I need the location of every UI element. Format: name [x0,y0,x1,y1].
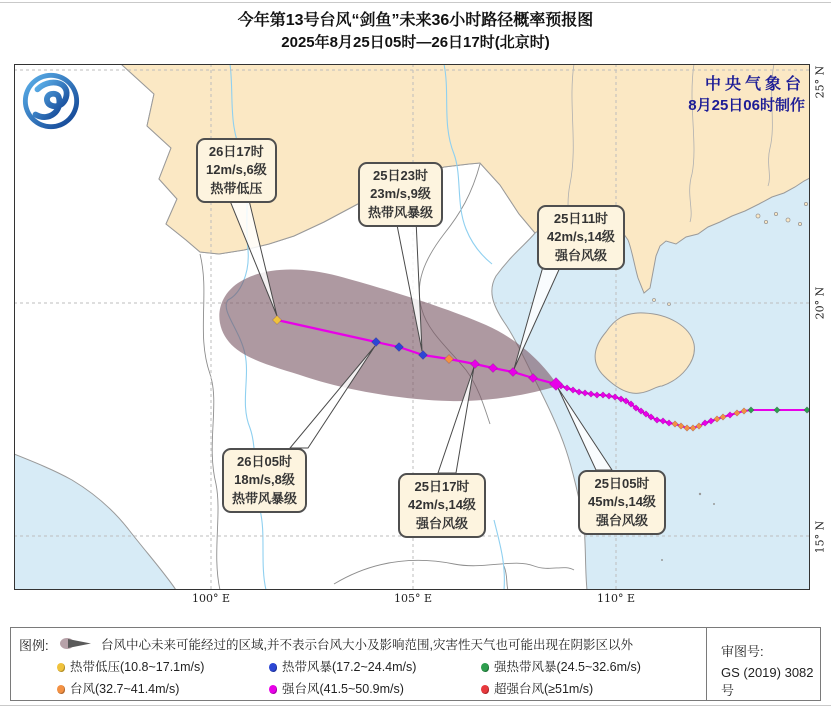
callout-wind: 42m/s,14级 [547,229,615,245]
callout-time: 25日23时 [373,168,428,183]
bottom-divider [0,705,831,706]
credit-agency: 中央气象台 [704,76,805,93]
top-divider [0,2,831,3]
page-title: 今年第13号台风“剑鱼”未来36小时路径概率预报图 [237,12,594,29]
legend-item-label: 台风(32.7~41.4m/s) [70,682,180,696]
legend-item [269,679,481,697]
legend-item [57,679,269,697]
legend-item [481,679,696,697]
callout-time: 26日17时 [208,144,264,159]
lon-tick-100e: 100° E [191,592,231,605]
legend-item-marker [481,685,489,694]
lat-tick-25n: 25° N [813,65,827,99]
credit-issued: 8月25日06时制作 [688,96,805,114]
legend-item-marker [57,685,65,694]
callout-category: 强台风级 [554,247,607,263]
lon-tick-105e: 105° E [393,592,433,605]
legend-item [269,657,481,675]
legend-item-marker [269,663,277,672]
legend-row [57,679,697,697]
approval-box [706,628,821,700]
callout-25d11h [537,205,625,270]
callout-wind: 18m/s,8级 [234,472,295,488]
legend-item-label: 超强台风(≥51m/s) [494,682,594,696]
callout-time: 25日11时 [553,211,609,226]
cma-logo-icon [20,70,82,137]
lat-tick-20n: 20° N [813,286,827,320]
callout-category: 热带风暴级 [368,204,434,220]
approval-number: GS (2019) 3082号 [721,665,814,698]
lon-tick-110e: 110° E [596,592,636,605]
callout-time: 25日05时 [594,476,650,491]
callout-26d17h [196,138,277,203]
page-subtitle: 2025年8月25日05时—26日17时(北京时) [281,34,550,51]
callout-category: 热带低压 [210,180,263,196]
callout-wind: 12m/s,6级 [206,162,267,178]
callout-time: 26日05时 [237,454,292,469]
callout-category: 强台风级 [415,515,468,531]
legend-item-label: 强台风(41.5~50.9m/s) [282,682,404,696]
legend-item-marker [269,685,277,694]
callout-25d05h [578,470,666,535]
legend-item [57,657,269,675]
callout-category: 强台风级 [595,512,648,528]
legend-row [57,657,697,675]
legend-item-marker [57,663,65,672]
legend-item [481,657,696,675]
legend-item-label: 热带低压(10.8~17.1m/s) [70,660,205,674]
legend-caption: 图例: [19,638,49,653]
legend-panel [10,627,821,701]
cone-icon [59,636,95,651]
approval-label: 审图号: [721,644,764,659]
legend-item-label: 热带风暴(17.2~24.4m/s) [282,660,417,674]
callout-wind: 45m/s,14级 [588,494,656,510]
credit-block [560,74,805,116]
lat-tick-15n: 15° N [813,520,827,554]
callout-category: 热带风暴级 [232,490,298,506]
callout-26d05h [222,448,307,513]
callout-25d23h [358,162,443,227]
callout-25d17h [398,473,486,538]
callout-time: 25日17时 [414,479,470,494]
legend-item-label: 强热带风暴(24.5~32.6m/s) [494,660,641,674]
callout-wind: 42m/s,14级 [408,497,476,513]
legend-item-marker [481,663,489,672]
callout-wind: 23m/s,9级 [370,186,431,202]
legend-cone-text: 台风中心未来可能经过的区域,并不表示台风大小及影响范围,灾害性天气也可能出现在阴影区以外 [101,638,633,652]
